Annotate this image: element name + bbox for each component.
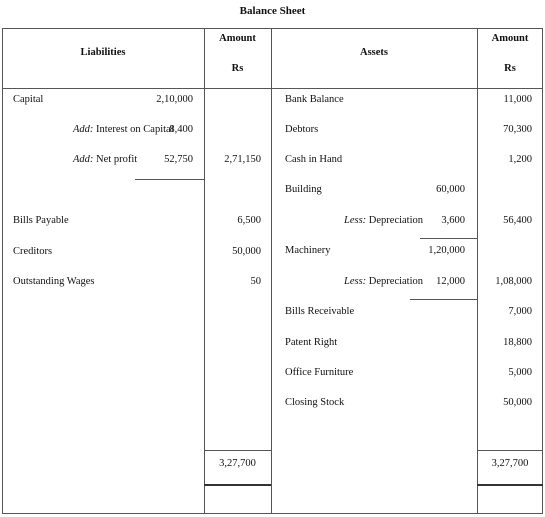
capital-subtotal-rule (135, 179, 204, 180)
debtors-amount: 70,300 (503, 124, 532, 135)
assets-total-bottom-rule (477, 484, 543, 486)
liab-total-bottom-rule (204, 484, 271, 486)
bills-payable-label: Bills Payable (13, 215, 69, 226)
bills-payable-amount: 6,500 (237, 215, 261, 226)
building-dep-label: Less: Depreciation (344, 215, 424, 226)
creditors-amount: 50,000 (232, 246, 261, 257)
capital-label: Capital (13, 94, 44, 105)
cash-label: Cash in Hand (285, 154, 343, 165)
building-dep-value: 3,600 (441, 215, 465, 226)
header-liabilities: Liabilities (80, 47, 126, 58)
assets-total-top-rule (477, 450, 543, 451)
header-rule (2, 88, 543, 89)
liabilities-total: 3,27,700 (219, 458, 256, 469)
building-value: 60,000 (436, 184, 465, 195)
divider-liab-assets (271, 28, 272, 514)
debtors-label: Debtors (285, 124, 319, 135)
patent-right-amount: 18,800 (503, 337, 532, 348)
creditors-label: Creditors (13, 246, 53, 257)
building-rule (420, 238, 477, 239)
header-assets: Assets (360, 47, 388, 58)
net-profit-value: 52,750 (164, 154, 193, 165)
patent-right-label: Patent Right (285, 337, 338, 348)
closing-stock-label: Closing Stock (285, 397, 345, 408)
cash-amount: 1,200 (508, 154, 532, 165)
header-assets-amount: Amount (491, 33, 529, 44)
net-profit-label: Add: Net profit (73, 154, 138, 165)
machinery-dep-label: Less: Depreciation (344, 276, 424, 287)
office-furniture-label: Office Furniture (285, 367, 354, 378)
balance-sheet-table (2, 28, 543, 514)
liab-total-top-rule (204, 450, 271, 451)
header-assets-currency: Rs (504, 63, 516, 74)
machinery-rule (410, 299, 477, 300)
machinery-net-amount: 1,08,000 (495, 276, 532, 287)
capital-total: 2,71,150 (224, 154, 261, 165)
machinery-label: Machinery (285, 245, 331, 256)
assets-total: 3,27,700 (491, 458, 529, 469)
outstanding-wages-amount: 50 (250, 276, 261, 287)
capital-value: 2,10,000 (156, 94, 193, 105)
bills-receivable-label: Bills Receivable (285, 306, 355, 317)
divider-liab-amount (204, 28, 205, 514)
machinery-dep-value: 12,000 (436, 276, 465, 287)
bank-balance-label: Bank Balance (285, 94, 344, 105)
bills-receivable-amount: 7,000 (508, 306, 532, 317)
building-label: Building (285, 184, 322, 195)
office-furniture-amount: 5,000 (508, 367, 532, 378)
machinery-value: 1,20,000 (428, 245, 465, 256)
building-net-amount: 56,400 (503, 215, 532, 226)
interest-value: 8,400 (169, 124, 193, 135)
header-liab-currency: Rs (231, 63, 244, 74)
header-liab-amount: Amount (219, 33, 256, 44)
document-title: Balance Sheet (239, 5, 306, 17)
outstanding-wages-label: Outstanding Wages (13, 276, 95, 287)
interest-label: Add: Interest on Capital (73, 124, 174, 135)
closing-stock-amount: 50,000 (503, 397, 532, 408)
bank-balance-amount: 11,000 (503, 94, 532, 105)
